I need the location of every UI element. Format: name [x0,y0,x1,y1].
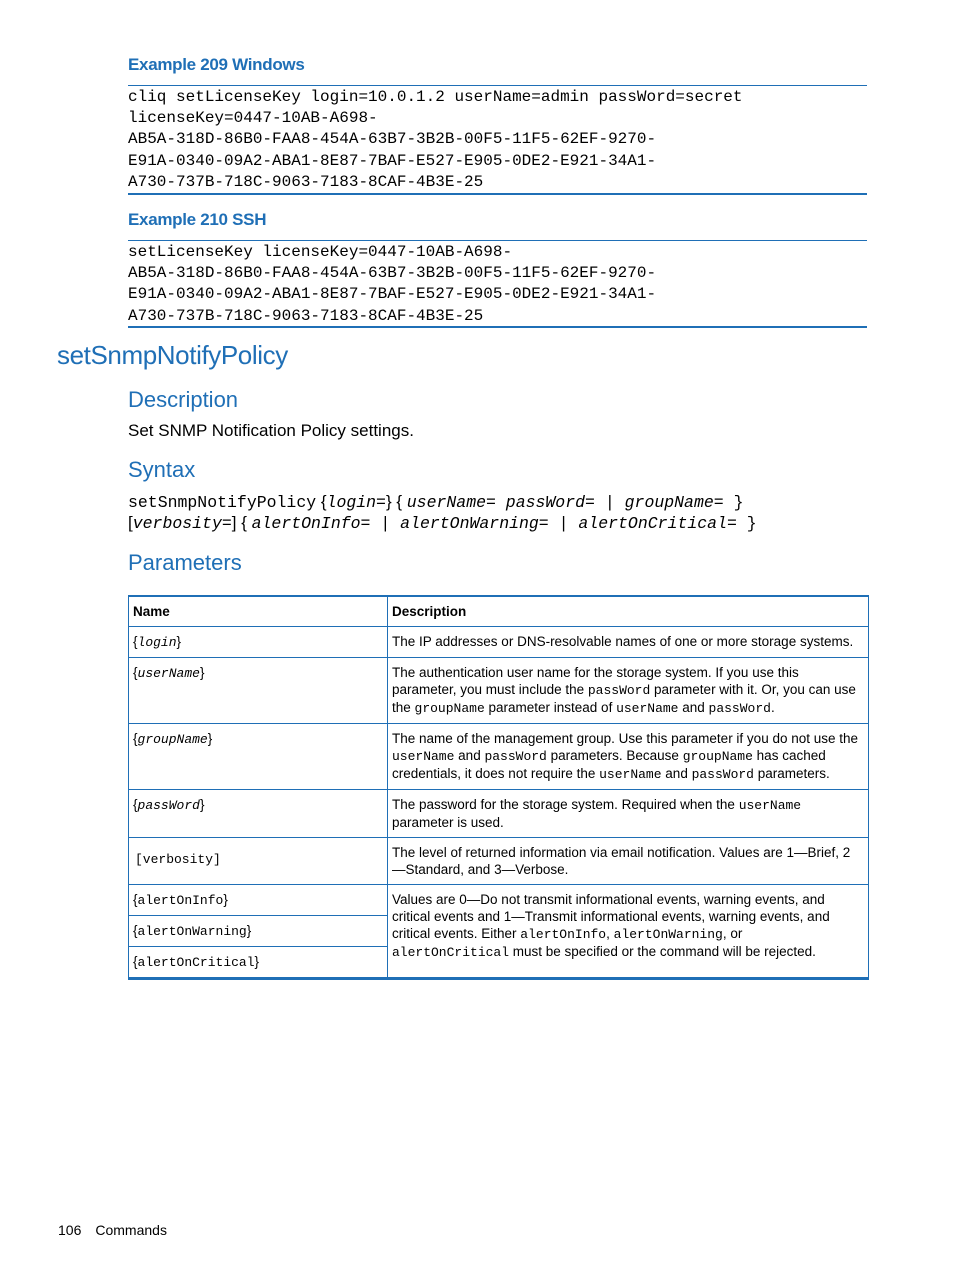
desc-code: passWord [691,767,754,782]
param-description [388,885,869,979]
param-name: {userName} [129,658,388,724]
desc-text: parameter is used. [392,815,504,830]
example-209-code [128,85,867,195]
code-line: A730-737B-718C-9063-7183-8CAF-4B3E-25 [128,306,484,325]
example-209-title: Example 209 Windows [128,55,305,74]
param-description: The level of returned information via email notification. Values are 1—Brief, 2—Standard, and 3—Verbose. [388,838,869,885]
param-description: The IP addresses or DNS-resolvable names of one or more storage systems. [388,627,869,658]
desc-text: Values are 0—Do not transmit informational events, warning events, and critical events and 1—Transmit informational events, warning events, and critical events. Either [392,892,830,941]
desc-text: , or [722,926,743,941]
param-name-password: passWord [137,798,200,813]
desc-text: and [678,700,709,715]
syntax-pipe: | [548,514,579,533]
code-line: cliq setLicenseKey login=10.0.1.2 userName=admin passWord=secret [128,88,743,106]
syntax-pipe: | [594,493,625,512]
desc-code: userName [616,701,679,716]
desc-code: passWord [587,683,651,698]
desc-text: and [454,748,485,763]
syntax-command: setSnmpNotifyPolicy [128,493,317,512]
syntax-verbosity: verbosity= [132,514,232,533]
table-row [129,790,869,838]
desc-code: passWord [484,749,547,764]
param-description [388,790,869,838]
param-name-groupname: groupName [137,732,208,747]
syntax-bracket: [ [128,513,133,532]
code-line: setLicenseKey licenseKey=0447-10AB-A698- [128,243,513,261]
desc-text: parameter with it. Or, you can use the [392,682,856,715]
table-header-row [129,596,869,627]
syntax-groupname: groupName= [624,493,724,512]
syntax-line-1 [128,492,743,512]
desc-code: alertOnWarning [613,927,723,942]
param-name: {alertOnInfo} [129,885,388,916]
syntax-bracket: ] { [231,513,252,532]
syntax-alert-info: alertOnInfo= [251,514,371,533]
desc-code: userName [599,767,662,782]
table-row [129,627,869,658]
param-name: {passWord} [129,790,388,838]
command-title: setSnmpNotifyPolicy [57,340,288,370]
syntax-pipe: | [370,514,401,533]
param-name-verbosity: [verbosity] [135,852,221,867]
syntax-brace: } { [385,492,407,511]
syntax-brace: { [316,492,327,511]
desc-text: The password for the storage system. Required when the [392,797,739,812]
param-name: {groupName} [129,724,388,790]
desc-text: The authentication user name for the storage system. If you use this parameter, you must include the [392,665,799,697]
desc-text: must be specified or the command will be rejected. [509,944,816,959]
parameters-table [128,595,869,980]
syntax-heading: Syntax [128,457,196,482]
desc-code: groupName [414,701,485,716]
page-footer [58,1222,181,1238]
desc-code: groupName [682,749,753,764]
param-name-alert-on-warning: alertOnWarning [137,924,247,939]
param-name-alert-on-info: alertOnInfo [137,893,224,908]
table-row [129,838,869,885]
syntax-alert-critical: alertOnCritical= [578,514,737,533]
example-210-title: Example 210 SSH [128,210,267,229]
desc-text: parameters. Because [546,748,683,763]
page-number: 106 [58,1222,82,1238]
table-row [129,658,869,724]
desc-text: and [661,766,692,781]
description-text: Set SNMP Notification Policy settings. [128,421,414,440]
syntax-line-2 [128,513,757,533]
param-name: {alertOnCritical} [129,947,388,979]
syntax-brace: } [723,493,744,512]
code-line: licenseKey=0447-10AB-A698- [128,109,378,128]
code-line: E91A-0340-09A2-ABA1-8E87-7BAF-E527-E905-0DE2-E921-34A1- [128,285,657,304]
param-name-alert-on-critical: alertOnCritical [137,955,255,970]
desc-text: The name of the management group. Use this parameter if you do not use the [392,731,859,746]
param-name-login: login [137,635,177,650]
column-header-description: Description [388,596,869,627]
desc-text: parameter instead of [484,700,617,715]
desc-text: has cached credentials, it does not require the [392,748,826,781]
param-name [129,838,388,885]
syntax-brace: } [736,514,757,533]
desc-text: , [606,926,614,941]
syntax-username-password: userName= passWord= [406,493,595,512]
param-description [388,658,869,724]
desc-code: alertOnInfo [520,927,607,942]
column-header-name: Name [129,596,388,627]
param-name: {alertOnWarning} [129,916,388,947]
desc-text: . [770,700,775,715]
code-line: E91A-0340-09A2-ABA1-8E87-7BAF-E527-E905-0DE2-E921-34A1- [128,151,657,170]
table-row [129,885,869,916]
desc-code: passWord [708,701,771,716]
param-name: {login} [129,627,388,658]
code-line: A730-737B-718C-9063-7183-8CAF-4B3E-25 [128,172,484,191]
syntax-login: login= [326,493,386,512]
parameters-heading: Parameters [128,550,242,575]
code-line: AB5A-318D-86B0-FAA8-454A-63B7-3B2B-00F5-11F5-62EF-9270- [128,264,657,283]
desc-code: alertOnCritical [392,945,510,960]
param-name-username: userName [137,666,200,681]
example-210-code [128,240,867,328]
footer-section: Commands [95,1222,167,1238]
syntax-alert-warning: alertOnWarning= [400,514,549,533]
description-heading: Description [128,387,239,412]
table-row [129,724,869,790]
code-line: AB5A-318D-86B0-FAA8-454A-63B7-3B2B-00F5-11F5-62EF-9270- [128,130,657,149]
desc-code: userName [392,749,455,764]
param-description [388,724,869,790]
desc-text: parameters. [754,766,830,781]
desc-code: userName [738,798,802,813]
